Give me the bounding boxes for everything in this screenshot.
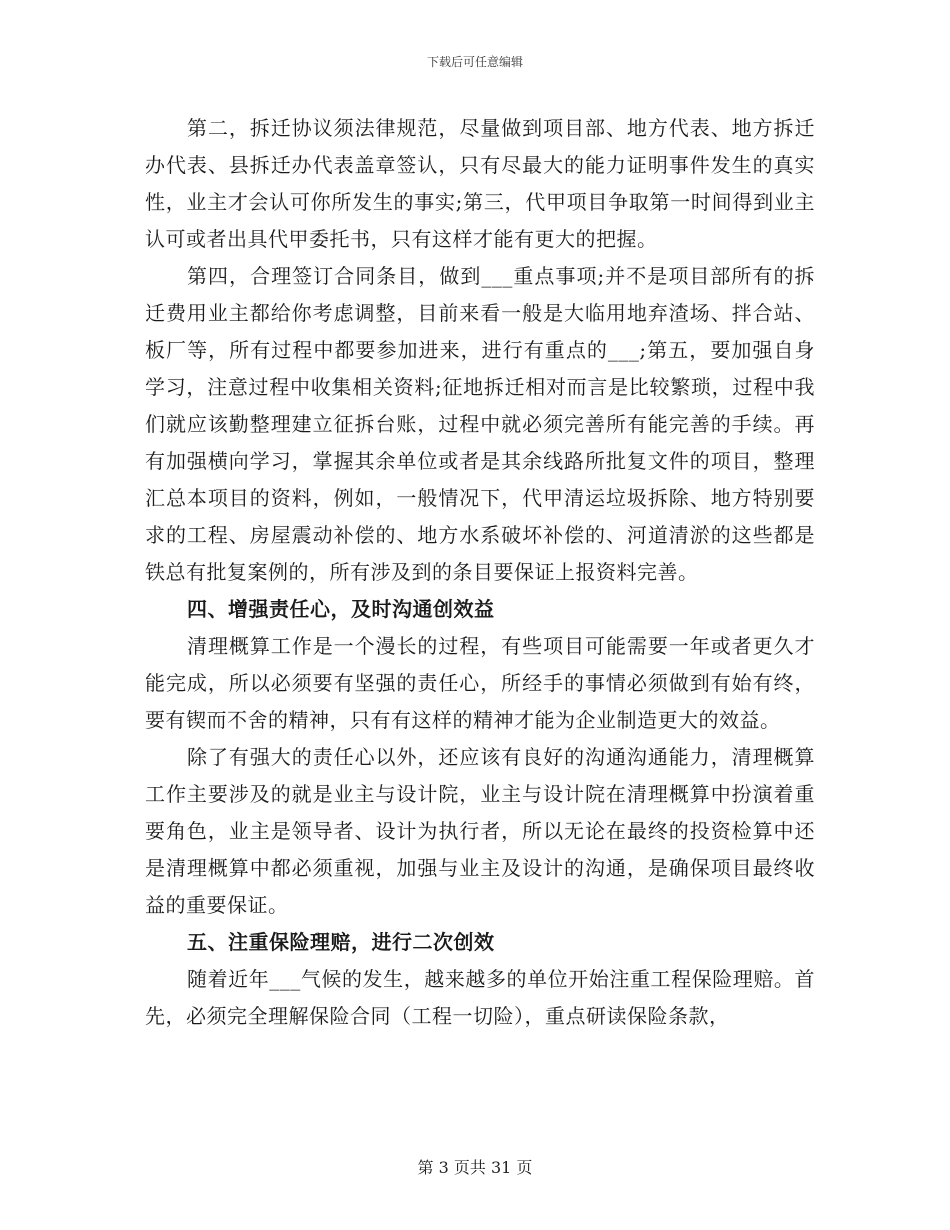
document-body [145,110,815,1035]
section-heading: 五、注重保险理赔，进行二次创效 [187,930,495,954]
paragraph: 随着近年___气候的发生，越来越多的单位开始注重工程保险理赔。首先，必须完全理解保险合同（工程一切险），重点研读保险条款， [145,967,815,1028]
paragraph: 除了有强大的责任心以外，还应该有良好的沟通沟通能力，清理概算工作主要涉及的就是业主与设计院，业主与设计院在清理概算中扮演着重要角色，业主是领导者、设计为执行者，所以无论在最终的投资检算中还是清理概算中都必须重视，加强与业主及设计的沟通，是确保项目最终收益的重要保证。 [145,745,815,917]
paragraph: 清理概算工作是一个漫长的过程，有些项目可能需要一年或者更久才能完成，所以必须要有坚强的责任心，所经手的事情必须做到有始有终，要有锲而不舍的精神，只有有这样的精神才能为企业制造更大的效益。 [145,634,815,732]
paragraph: 第四，合理签订合同条目，做到___重点事项;并不是项目部所有的拆迁费用业主都给你考虑调整，目前来看一般是大临用地弃渣场、拌合站、板厂等，所有过程中都要参加进来，进行有重点的___;第五，要加强自身学习，注意过程中收集相关资料;征地拆迁相对而言是比较繁琐，过程中我们就应该勤整理建立征拆台账，过程中就必须完善所有能完善的手续。再有加强横向学习，掌握其余单位或者是其余线路所批复文件的项目，整理汇总本项目的资料，例如，一般情况下，代甲清运垃圾拆除、地方特别要求的工程、房屋震动补偿的、地方水系破坏补偿的、河道清淤的这些都是铁总有批复案例的，所有涉及到的条目要保证上报资料完善。 [145,264,815,584]
paragraph: 第二，拆迁协议须法律规范，尽量做到项目部、地方代表、地方拆迁办代表、县拆迁办代表盖章签认，只有尽最大的能力证明事件发生的真实性，业主才会认可你所发生的事实;第三，代甲项目争取第一时间得到业主认可或者出具代甲委托书，只有这样才能有更大的把握。 [145,116,815,251]
section-heading: 四、增强责任心，及时沟通创效益 [187,597,495,621]
page-header: 下载后可任意编辑 [426,55,523,69]
page-footer: 第 3 页共 31 页 [417,1158,533,1177]
